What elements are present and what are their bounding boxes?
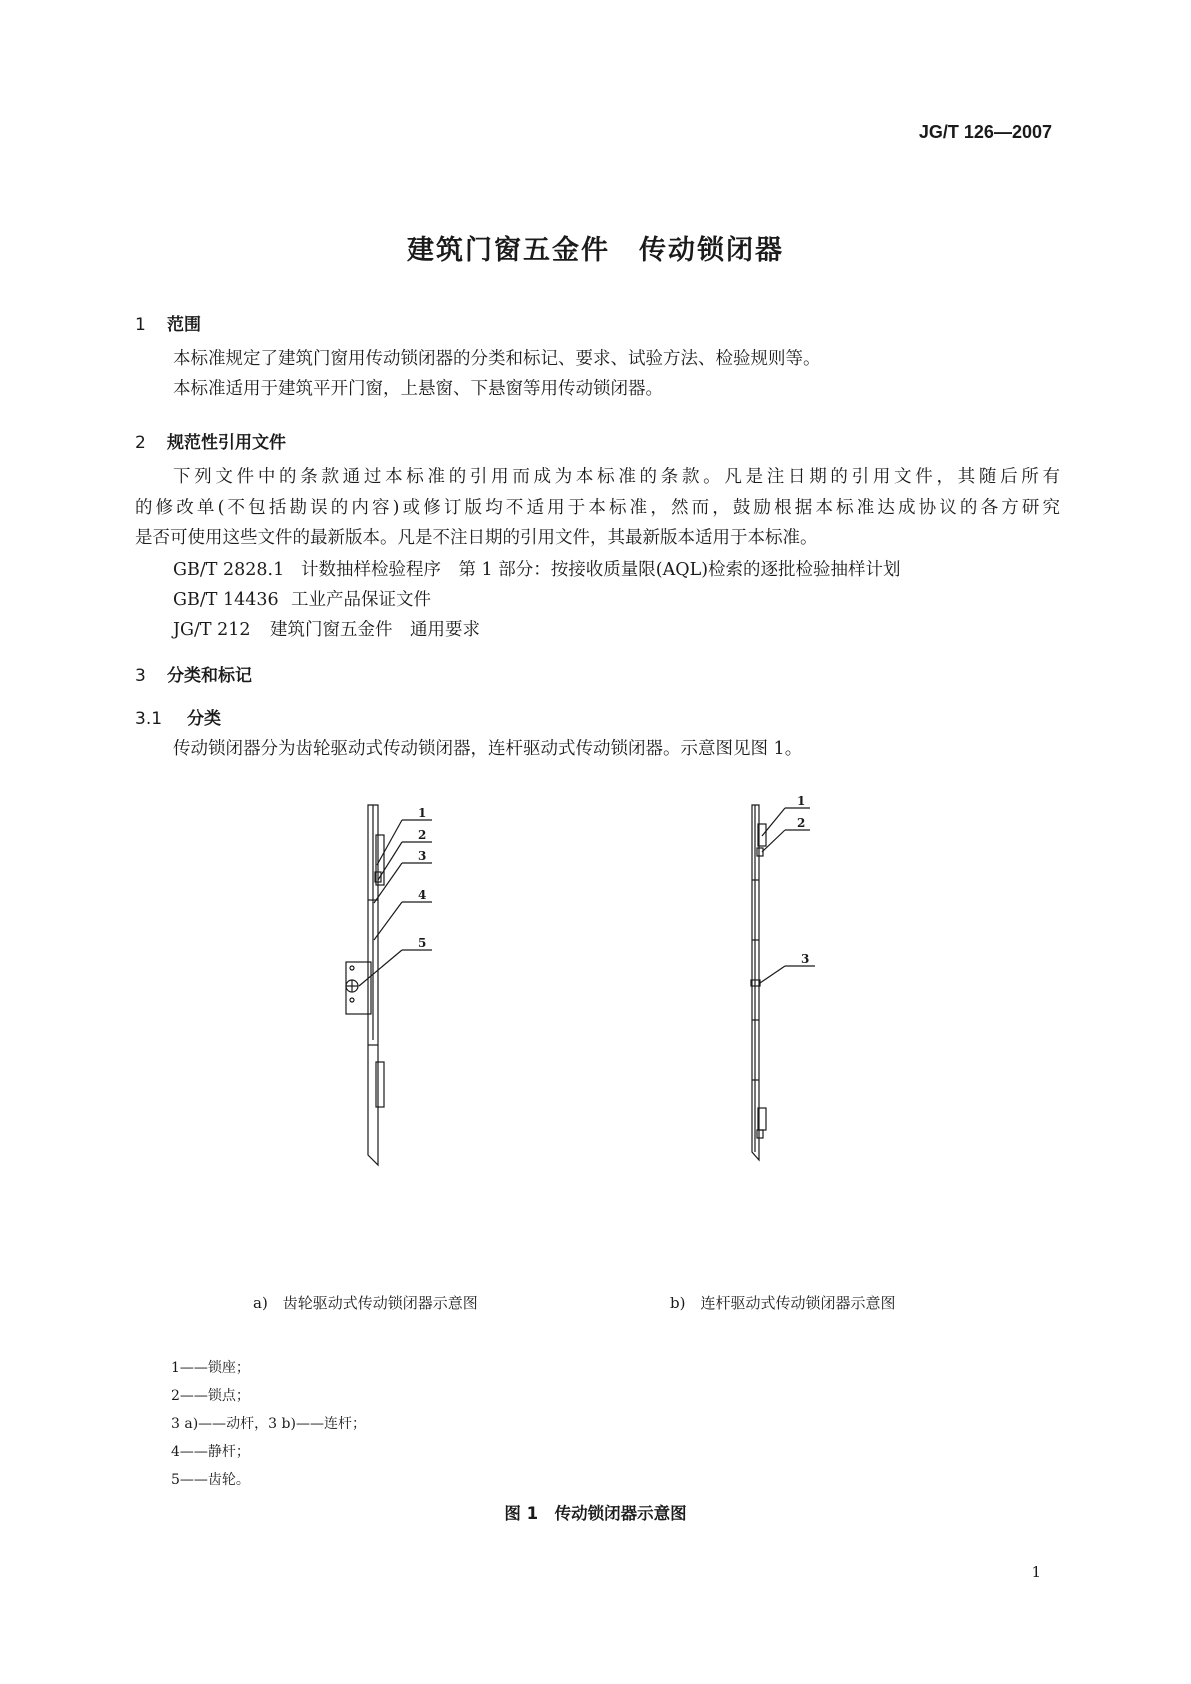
section-2-intro-line-3: 是否可使用这些文件的最新版本。凡是不注日期的引用文件，其最新版本适用于本标准。 [135, 528, 818, 548]
callout-label: 5 [418, 936, 427, 950]
section-2-heading [135, 428, 286, 453]
section-2-intro-line-2: 的修改单(不包括勘误的内容)或修订版均不适用于本标准，然而，鼓励根据本标准达成协议的各方研究 [135, 498, 1060, 518]
section-3-heading [135, 661, 252, 686]
figure-key-item: 5——齿轮。 [171, 1472, 250, 1488]
reference-item [173, 586, 431, 611]
reference-code: GB/T 14436 [173, 590, 279, 610]
reference-item [173, 616, 480, 641]
lock-seat-lower [376, 1062, 384, 1107]
figure-b-caption: b) 连杆驱动式传动锁闭器示意图 [670, 1294, 896, 1312]
callout-label: 2 [418, 828, 427, 842]
callout-label: 2 [797, 816, 806, 830]
reference-code: GB/T 2828.1 [173, 560, 285, 580]
figure-a-caption: a) 齿轮驱动式传动锁闭器示意图 [253, 1294, 478, 1312]
section-3-1-heading [135, 704, 221, 729]
callout-label: 1 [797, 794, 806, 808]
figure-key-item: 3 a)——动杆，3 b)——连杆； [171, 1416, 366, 1432]
reference-title: 计数抽样检验程序 第 1 部分：按接收质量限(AQL)检索的逐批检验抽样计划 [301, 560, 901, 580]
figure-title: 图 1 传动锁闭器示意图 [504, 1504, 687, 1523]
section-number: 3.1 [135, 709, 163, 729]
figure-key-item: 4——静杆； [171, 1444, 250, 1460]
figure-key-item: 2——锁点； [171, 1388, 250, 1404]
section-1-para-1: 本标准规定了建筑门窗用传动锁闭器的分类和标记、要求、试验方法、检验规则等。 [173, 349, 821, 369]
page-number: 1 [1031, 1563, 1041, 1581]
section-title: 分类和标记 [167, 666, 252, 686]
reference-item [173, 556, 901, 581]
section-1-para-2: 本标准适用于建筑平开门窗，上悬窗、下悬窗等用传动锁闭器。 [173, 379, 663, 399]
page-title: 建筑门窗五金件 传动锁闭器 [407, 235, 784, 266]
figure-b-linkage-driven-diagram [735, 790, 855, 1180]
section-title: 范围 [167, 315, 201, 335]
callout-label: 1 [418, 806, 427, 820]
gear-housing [346, 962, 371, 1014]
section-number: 2 [135, 433, 146, 453]
screw-hole [350, 966, 354, 970]
screw-hole [350, 998, 354, 1002]
section-title: 规范性引用文件 [167, 433, 286, 453]
reference-title: 工业产品保证文件 [291, 590, 431, 610]
section-number: 3 [135, 666, 146, 686]
section-number: 1 [135, 315, 146, 335]
reference-title: 建筑门窗五金件 通用要求 [270, 620, 480, 640]
reference-code: JG/T 212 [173, 620, 251, 640]
section-3-1-text: 传动锁闭器分为齿轮驱动式传动锁闭器，连杆驱动式传动锁闭器。示意图见图 1。 [173, 739, 803, 759]
callout-label: 4 [418, 888, 427, 902]
section-title: 分类 [187, 709, 221, 729]
figure-key-item: 1——锁座； [171, 1360, 250, 1376]
figure-a-gear-driven-diagram [330, 790, 490, 1180]
callout-label: 3 [418, 849, 427, 863]
section-2-intro-line-1: 下列文件中的条款通过本标准的引用而成为本标准的条款。凡是注日期的引用文件，其随后所有 [173, 467, 1060, 487]
callout-label: 3 [801, 952, 810, 966]
standard-code: JG/T 126—2007 [918, 122, 1052, 142]
section-1-heading [135, 310, 201, 335]
